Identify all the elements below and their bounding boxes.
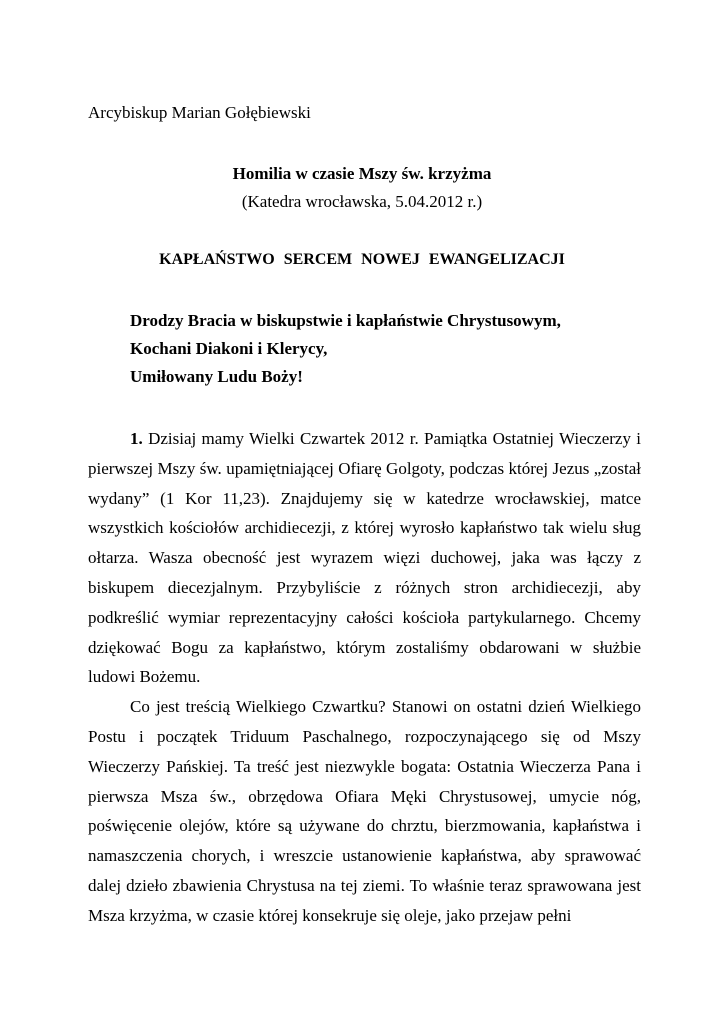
paragraph-text: Co jest treścią Wielkiego Czwartku? Stanowi on ostatni dzień Wielkiego Postu i początek Triduum Paschalnego, rozpoczynającego się od Mszy Wieczerzy Pańskiej. Ta treść jest niezwykle bogata: Ostatnia Wieczerza Pana i pierwsza Msza św., obrzędowa Ofiara Męki Chrystusowej, umycie nóg, poświęcenie olejów, które są używane do chrztu, bierzmowania, kapłaństwa i namaszczenia chorych, i wreszcie ustanowienie kapłaństwa, aby sprawować dalej dzieło zbawienia Chrystusa na tej ziemi. To właśnie teraz sprawowana jest Msza krzyżma, w czasie której konsekruje się oleje, jako przejaw pełni bbox=[88, 697, 641, 925]
greeting-line: Drodzy Bracia w biskupstwie i kapłaństwie Chrystusowym, bbox=[130, 311, 561, 330]
paragraph-number: 1. bbox=[130, 429, 143, 448]
homily-title: Homilia w czasie Mszy św. krzyżma bbox=[232, 164, 492, 183]
paragraph-text: Dzisiaj mamy Wielki Czwartek 2012 r. Pamiątka Ostatniej Wieczerzy i pierwszej Mszy św. upamiętniającej Ofiarę Golgoty, podczas której Jezus „został wydany” (1 Kor 11,23). Znajdujemy się w katedrze wrocławskiej, matce wszystkich kościołów archidiecezji, z której wyrosło kapłaństwo tak wielu sług ołtarza. Wasza obecność jest wyrazem więzi duchowej, jaka was łączy z biskupem diecezjalnym. Przybyliście z różnych stron archidiecezji, aby podkreślić wymiar reprezentacyjny całości kościoła partykularnego. Chcemy dziękować Bogu za kapłaństwo, którym zostaliśmy obdarowani w służbie ludowi Bożemu. bbox=[88, 429, 642, 687]
body-text bbox=[88, 424, 641, 931]
paragraph bbox=[88, 424, 641, 692]
greeting-line: Kochani Diakoni i Klerycy, bbox=[130, 339, 328, 358]
author-line: Arcybiskup Marian Gołębiewski bbox=[88, 103, 311, 122]
homily-title-block bbox=[0, 160, 724, 216]
paragraph bbox=[88, 692, 641, 930]
greeting-block bbox=[130, 307, 561, 391]
homily-place-date: (Katedra wrocławska, 5.04.2012 r.) bbox=[241, 192, 483, 211]
main-heading: KAPŁAŃSTWO SERCEM NOWEJ EWANGELIZACJI bbox=[159, 251, 565, 268]
greeting-line: Umiłowany Ludu Boży! bbox=[130, 367, 303, 386]
